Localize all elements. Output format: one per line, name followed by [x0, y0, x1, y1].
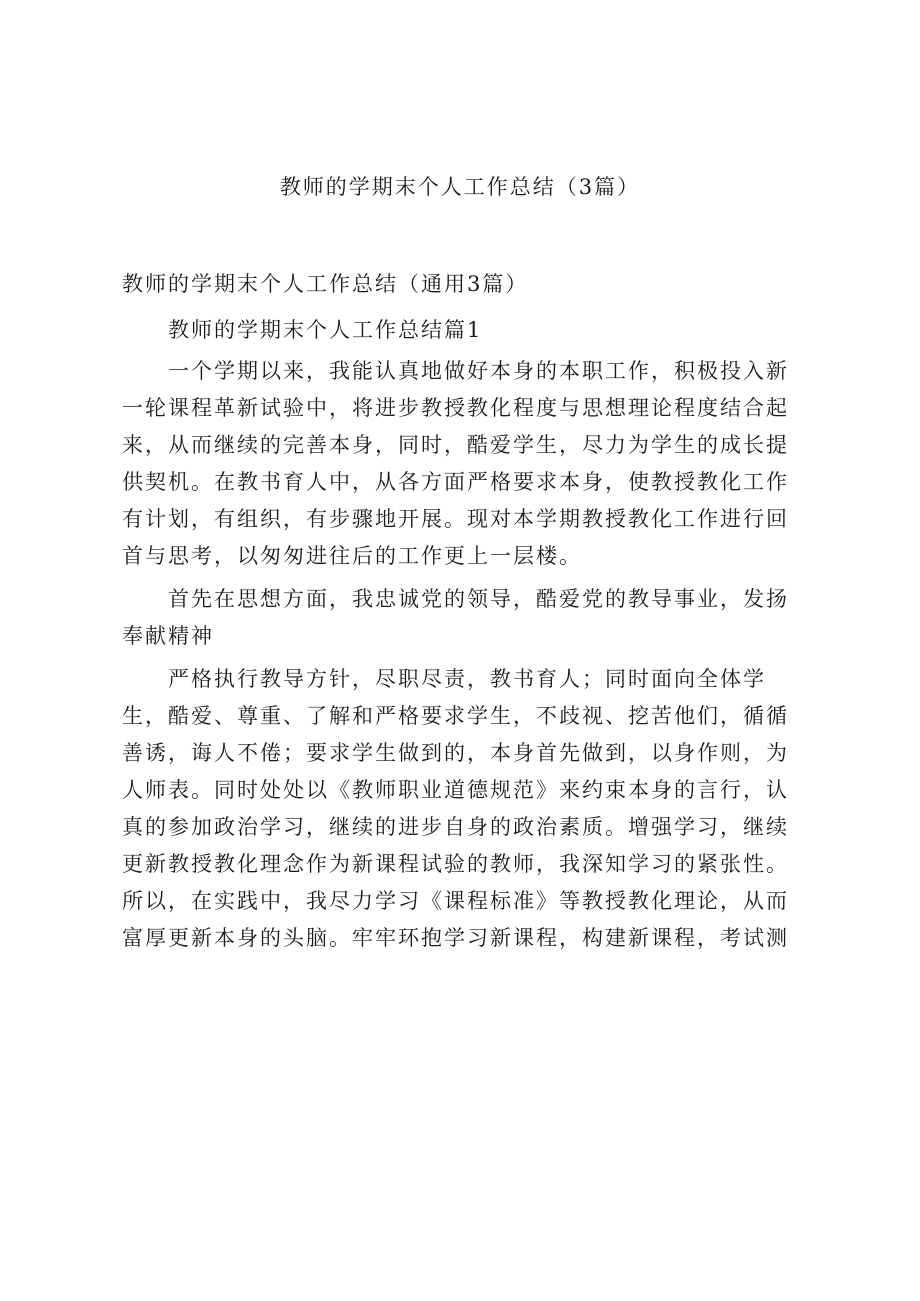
- paragraph-2: 首先在思想方面，我忠诚党的领导，酷爱党的教导事业，发扬奉献精神: [122, 587, 789, 648]
- paragraph-3: 严格执行教导方针，尽职尽责，教书育人；同时面向全体学生，酷爱、尊重、了解和严格要求学生，不歧视、挖苦他们，循循善诱，诲人不倦；要求学生做到的，本身首先做到，以身作则，为人师表。同时处处以《教师职业道德规范》来约束本身的言行，认真的参加政治学习，继续的进步自身的政治素质。增强学习，继续更新教授教化理念作为新课程试验的教师，我深知学习的紧张性。所以，在实践中，我尽力学习《课程标准》等教授教化理论，从而富厚更新本身的头脑。牢牢环抱学习新课程，构建新课程，考试测: [122, 667, 789, 950]
- document-subtitle: 教师的学期末个人工作总结（通用3篇）: [122, 272, 529, 296]
- document-body: [122, 312, 798, 963]
- section-heading: 教师的学期末个人工作总结篇1: [168, 318, 483, 342]
- document-title: 教师的学期末个人工作总结（3篇）: [279, 175, 641, 199]
- paragraph-1: 一个学期以来，我能认真地做好本身的本职工作，积极投入新一轮课程革新试验中，将进步教授教化程度与思想理论程度结合起来，从而继续的完善本身，同时，酷爱学生，尽力为学生的成长提供契机。在教书育人中，从各方面严格要求本身，使教授教化工作有计划，有组织，有步骤地开展。现对本学期教授教化工作进行回首与思考，以匆匆进往后的工作更上一层楼。: [122, 359, 789, 568]
